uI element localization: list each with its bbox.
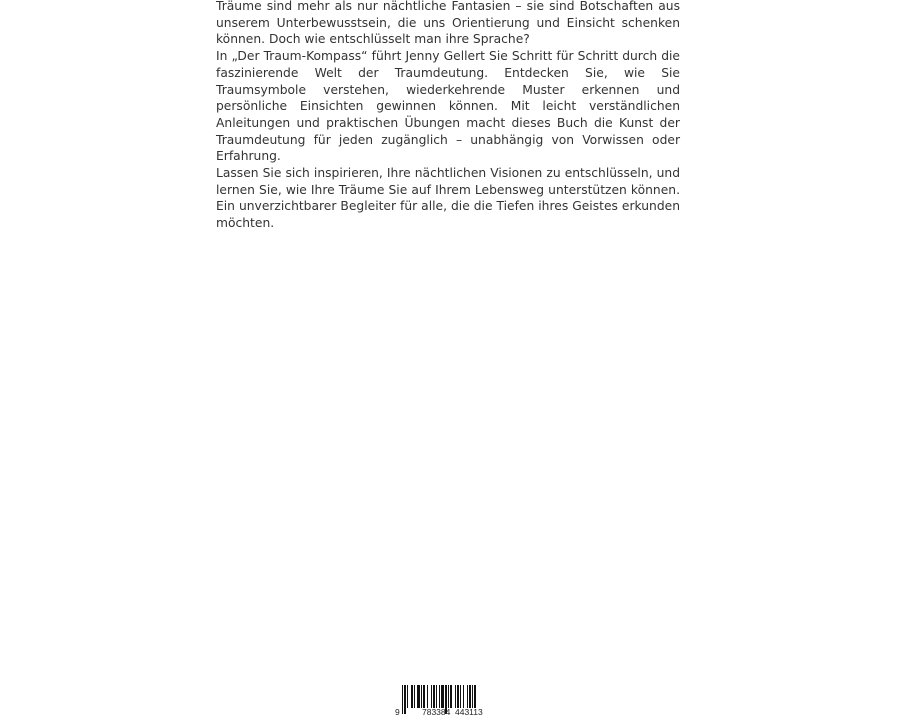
barcode-bar (407, 685, 408, 708)
barcode-bar (411, 685, 413, 708)
barcode-bar (431, 685, 432, 708)
barcode-bar (472, 685, 473, 708)
barcode-bar (404, 685, 406, 714)
barcode-first-digit: 9 (395, 707, 400, 717)
barcode-left-digits: 783384 (422, 707, 451, 717)
barcode-bar (448, 685, 449, 708)
barcode-bar (417, 685, 420, 708)
barcode-bar (455, 685, 456, 708)
barcode-bar (457, 685, 459, 708)
barcode-bar (402, 685, 403, 714)
back-cover-blurb (216, 0, 680, 232)
barcode-bar (433, 685, 435, 708)
barcode-bar (467, 685, 468, 708)
barcode-bar (474, 685, 476, 708)
barcode-bar (460, 685, 461, 708)
barcode-bar (421, 685, 422, 708)
barcode-bar (439, 685, 440, 708)
barcode-bar (441, 685, 444, 708)
blurb-paragraph-closing: Lassen Sie sich inspirieren, Ihre nächtlichen Visionen zu entschlüsseln, und lernen Sie, wie Ihre Träume Sie auf Ihrem Lebensweg unterstützen können. Ein unverzichtbarer Begleiter für alle, die die Tiefen ihres Geistes erkunden möchten. (216, 166, 680, 231)
barcode-graphic (394, 685, 498, 717)
blurb-paragraph-intro: Träume sind mehr als nur nächtliche Fantasien – sie sind Botschaften aus unserem Unterbewusstsein, die uns Orientierung und Einsicht schenken können. Doch wie entschlüsselt man ihre Sprache? (216, 0, 680, 47)
barcode-bar (469, 685, 471, 708)
barcode-bar (436, 685, 437, 708)
barcode-bar (414, 685, 415, 708)
isbn-barcode (394, 685, 498, 717)
barcode-bar (427, 685, 428, 708)
barcode-right-digits: 443113 (455, 707, 483, 717)
barcode-bar (423, 685, 425, 708)
blurb-paragraph-book: In „Der Traum-Kompass“ führt Jenny Gellert Sie Schritt für Schritt durch die faszinierende Welt der Traumdeutung. Entdecken Sie, wie Sie Traumsymbole verstehen, wiederkehrende Muster erkennen und persönliche Einsichten gewinnen können. Mit leicht verständlichen Anleitungen und praktischen Übungen macht dieses Buch die Kunst der Traumdeutung für jeden zugänglich – unabhängig von Vorwissen oder Erfahrung. (216, 49, 680, 164)
barcode-bar (463, 685, 464, 708)
barcode-bar (450, 685, 452, 708)
